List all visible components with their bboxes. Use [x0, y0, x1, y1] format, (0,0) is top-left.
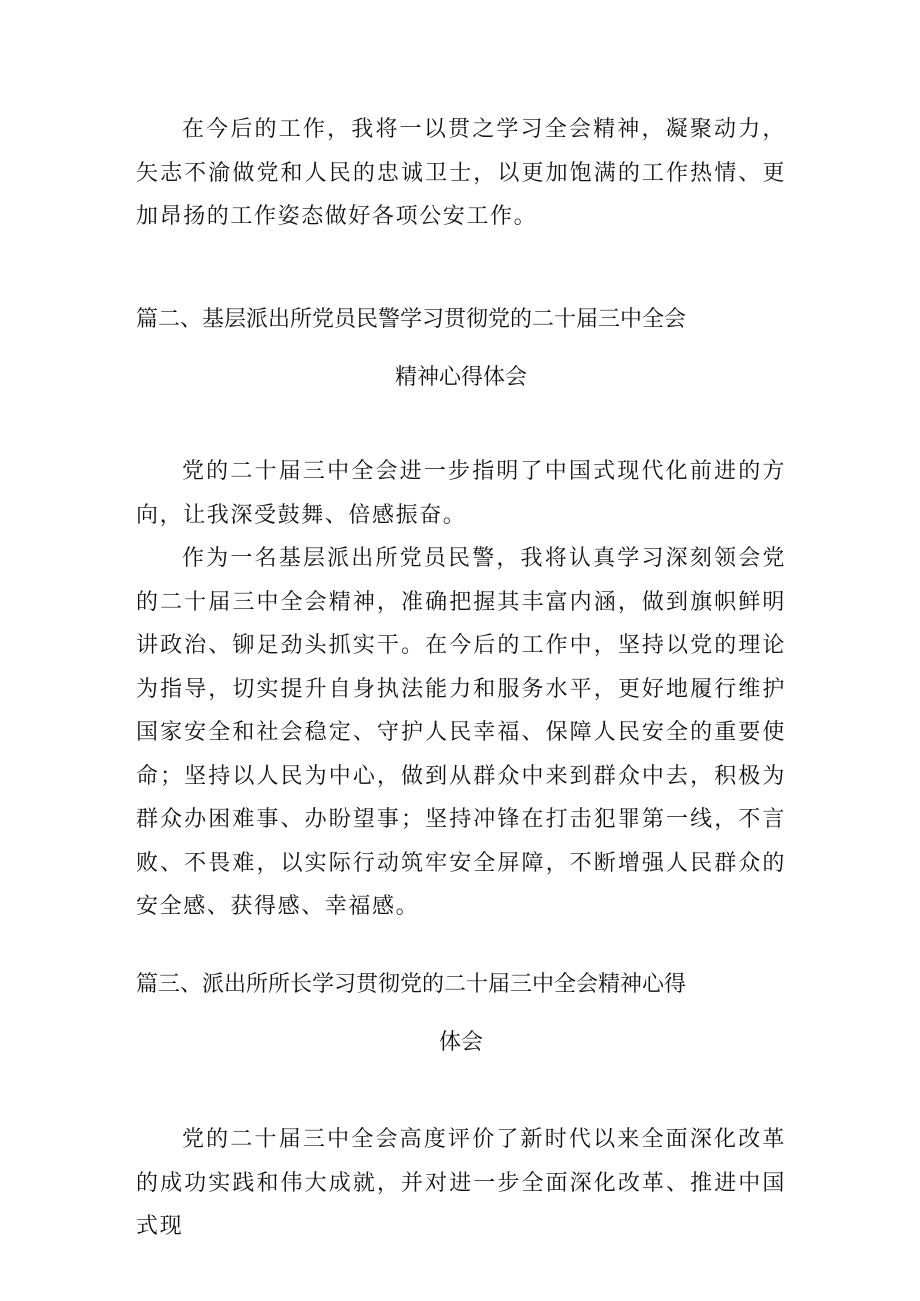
section-heading-three — [136, 962, 786, 1066]
paragraph-section-two-body: 作为一名基层派出所党员民警，我将认真学习深刻领会党的二十届三中全会精神，准确把握其丰富内涵，做到旗帜鲜明讲政治、铆足劲头抓实干。在今后的工作中，坚持以党的理论为指导，切实提升自身执法能力和服务水平，更好地履行维护国家安全和社会稳定、守护人民幸福、保障人民安全的重要使命；坚持以人民为中心，做到从群众中来到群众中去，积极为群众办困难事、办盼望事；坚持冲锋在打击犯罪第一线，不言败、不畏难，以实际行动筑牢安全屏障，不断增强人民群众的安全感、获得感、幸福感。 — [136, 546, 786, 919]
section-heading-two-line1: 篇二、基层派出所党员民警学习贯彻党的二十届三中全会 — [136, 307, 687, 332]
paragraph-section-two-intro: 党的二十届三中全会进一步指明了中国式现代化前进的方向，让我深受鼓舞、倍感振奋。 — [136, 459, 786, 528]
paragraph-section-three-intro: 党的二十届三中全会高度评价了新时代以来全面深化改革的成功实践和伟大成就，并对进一步全面深化改革、推进中国式现 — [136, 1127, 786, 1239]
section-heading-two-line2: 精神心得体会 — [394, 365, 527, 390]
section-heading-three-line1: 篇三、派出所所长学习贯彻党的二十届三中全会精神心得 — [136, 972, 687, 997]
paragraph-closing-section-one: 在今后的工作，我将一以贯之学习全会精神，凝聚动力，矢志不渝做党和人民的忠诚卫士，以更加饱满的工作热情、更加昂扬的工作姿态做好各项公安工作。 — [136, 117, 786, 229]
section-heading-three-line2: 体会 — [438, 1030, 483, 1055]
section-heading-two — [136, 297, 786, 401]
